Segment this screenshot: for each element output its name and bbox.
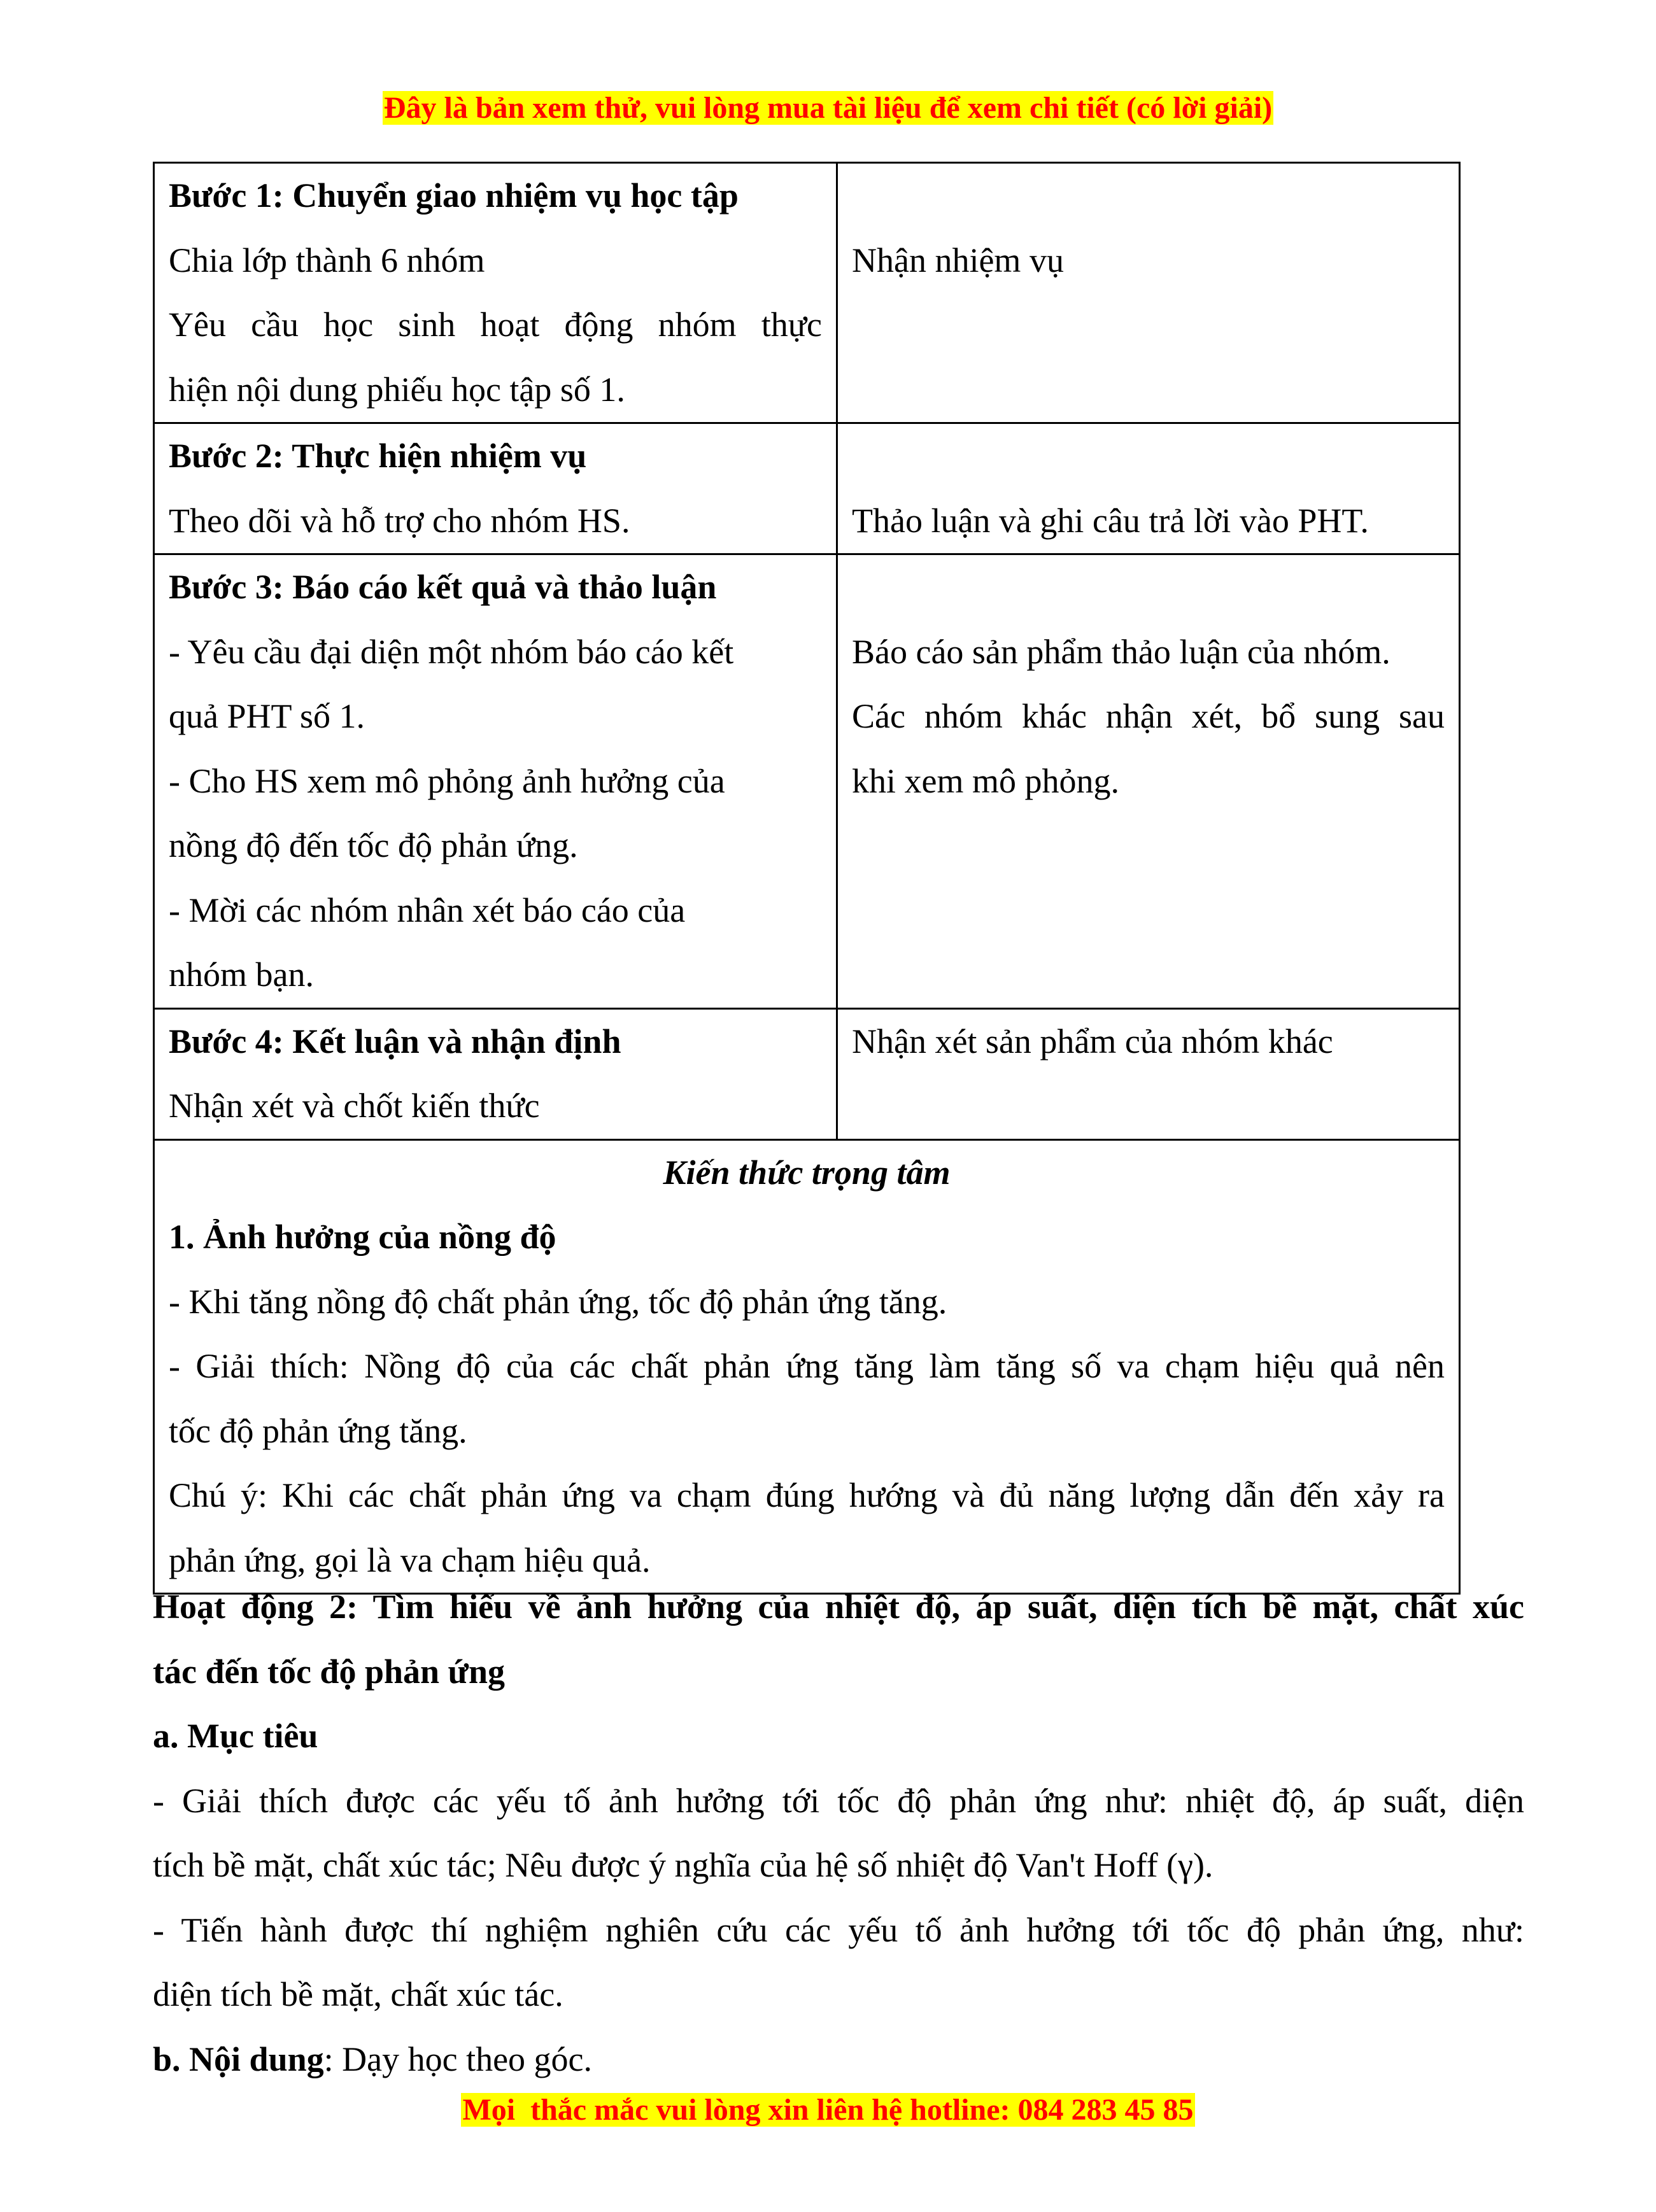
step4-student-cell <box>837 1008 1460 1139</box>
knowledge-line1: - Khi tăng nồng độ chất phản ứng, tốc độ phản ứng tăng. <box>169 1282 947 1321</box>
step2-title: Bước 2: Thực hiện nhiệm vụ <box>169 437 587 475</box>
step2-student-text: Thảo luận và ghi câu trả lời vào PHT. <box>852 501 1369 540</box>
content-label: b. Nội dung <box>153 2039 324 2078</box>
step1-teacher-line2a: Yêu cầu học sinh hoạt động nhóm thực <box>169 306 822 344</box>
knowledge-line3a: Chú ý: Khi các chất phản ứng va chạm đúng hướng và đủ năng lượng dẫn đến xảy ra <box>169 1476 1445 1514</box>
knowledge-cell <box>154 1139 1460 1594</box>
objective2a: - Tiến hành được thí nghiệm nghiên cứu các yếu tố ảnh hưởng tới tốc độ phản ứng, như: <box>153 1910 1524 1949</box>
activity2-title-a: Hoạt động 2: Tìm hiểu về ảnh hưởng của nhiệt độ, áp suất, diện tích bề mặt, chất xúc <box>153 1588 1524 1626</box>
preview-notice-banner <box>0 88 1656 128</box>
content-line <box>153 2027 1524 2092</box>
step3-student-cell <box>837 554 1460 1009</box>
hotline-banner <box>0 2090 1656 2130</box>
hotline-text: Mọi thắc mắc vui lòng xin liên hệ hotline: 084 283 45 85 <box>462 2093 1194 2127</box>
step1-teacher-line1: Chia lớp thành 6 nhóm <box>169 241 485 279</box>
step3-student-line2b: khi xem mô phỏng. <box>852 761 1119 800</box>
step3-teacher-line: nhóm bạn. <box>169 955 314 994</box>
step3-title: Bước 3: Báo cáo kết quả và thảo luận <box>169 568 717 606</box>
step1-teacher-line2b: hiện nội dung phiếu học tập số 1. <box>169 370 625 409</box>
step1-title: Bước 1: Chuyển giao nhiệm vụ học tập <box>169 176 739 215</box>
step1-teacher-cell <box>154 163 837 423</box>
step4-student-text: Nhận xét sản phẩm của nhóm khác <box>852 1022 1333 1060</box>
table-row-knowledge <box>154 1139 1460 1594</box>
table-row-step1 <box>154 163 1460 423</box>
objective1a: - Giải thích được các yếu tố ảnh hưởng tới tốc độ phản ứng như: nhiệt độ, áp suất, diện <box>153 1781 1524 1820</box>
step1-student-text: Nhận nhiệm vụ <box>852 241 1064 279</box>
step2-teacher-cell <box>154 423 837 554</box>
knowledge-heading: Kiến thức trọng tâm <box>663 1153 951 1192</box>
activity2-section <box>153 1575 1524 2092</box>
step3-teacher-line: nồng độ đến tốc độ phản ứng. <box>169 826 578 864</box>
step3-teacher-line: - Mời các nhóm nhân xét báo cáo của <box>169 891 686 929</box>
step3-student-line2a: Các nhóm khác nhận xét, bổ sung sau <box>852 697 1445 735</box>
preview-notice-text: Đây là bản xem thử, vui lòng mua tài liệu để xem chi tiết (có lời giải) <box>383 91 1273 125</box>
table-row-step2 <box>154 423 1460 554</box>
step4-teacher-text: Nhận xét và chốt kiến thức <box>169 1087 540 1125</box>
objective2b: diện tích bề mặt, chất xúc tác. <box>153 1975 563 2013</box>
step4-title: Bước 4: Kết luận và nhận định <box>169 1022 621 1060</box>
step3-teacher-line: - Cho HS xem mô phỏng ảnh hưởng của <box>169 761 725 800</box>
knowledge-line2b: tốc độ phản ứng tăng. <box>169 1411 467 1450</box>
activity-steps-table <box>153 162 1461 1595</box>
objective-heading: a. Mục tiêu <box>153 1717 318 1755</box>
step3-student-line1: Báo cáo sản phẩm thảo luận của nhóm. <box>852 632 1391 671</box>
knowledge-subheading: 1. Ảnh hưởng của nồng độ <box>169 1218 556 1256</box>
knowledge-line3b: phản ứng, gọi là va chạm hiệu quả. <box>169 1540 651 1579</box>
step4-teacher-cell <box>154 1008 837 1139</box>
step2-teacher-text: Theo dõi và hỗ trợ cho nhóm HS. <box>169 501 630 540</box>
step3-teacher-line: quả PHT số 1. <box>169 697 365 735</box>
step3-teacher-cell <box>154 554 837 1009</box>
step2-student-cell <box>837 423 1460 554</box>
knowledge-line2a: - Giải thích: Nồng độ của các chất phản ứng tăng làm tăng số va chạm hiệu quả nên <box>169 1347 1445 1385</box>
objective1b: tích bề mặt, chất xúc tác; Nêu được ý nghĩa của hệ số nhiệt độ Van't Hoff (γ). <box>153 1846 1214 1884</box>
step3-teacher-line: - Yêu cầu đại diện một nhóm báo cáo kết <box>169 632 734 671</box>
table-row-step4 <box>154 1008 1460 1139</box>
table-row-step3 <box>154 554 1460 1009</box>
step1-student-cell <box>837 163 1460 423</box>
content-text: : Dạy học theo góc. <box>323 2039 593 2078</box>
activity2-title-b: tác đến tốc độ phản ứng <box>153 1652 505 1691</box>
